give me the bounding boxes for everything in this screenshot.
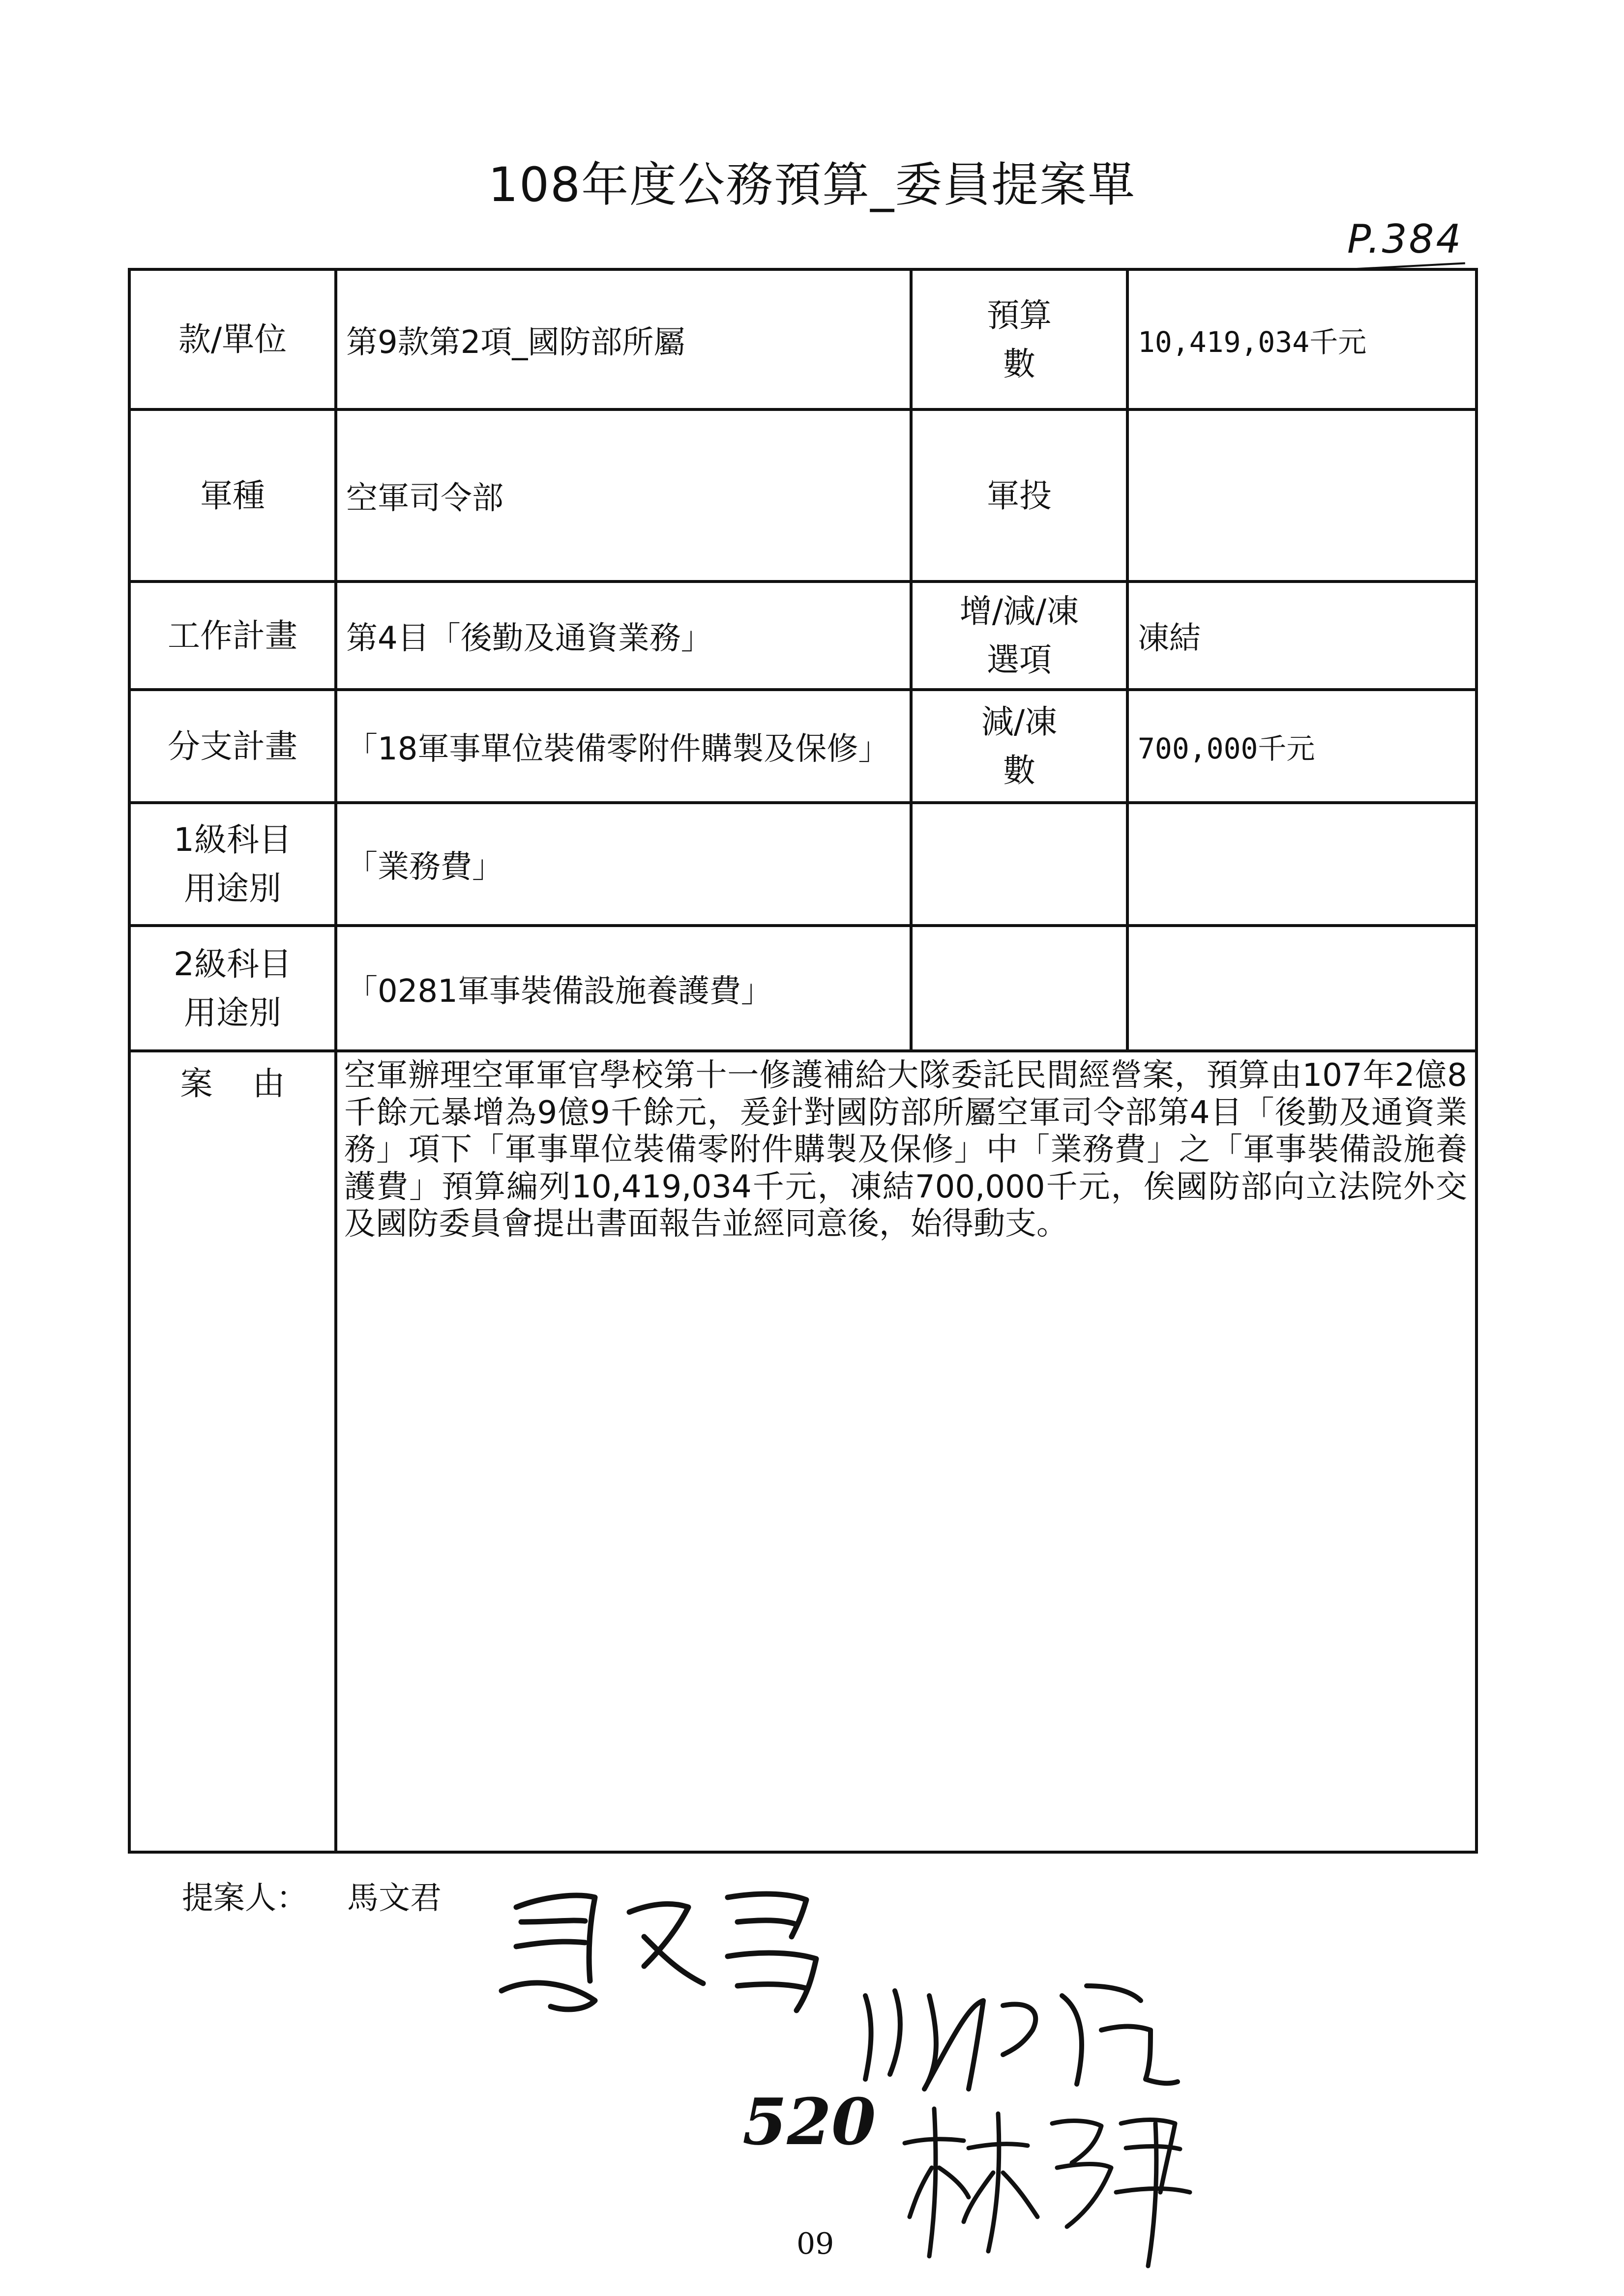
field-label: 分支計畫 (129, 690, 336, 803)
field-right-value (1127, 803, 1476, 926)
field-right-label: 軍投 (911, 409, 1127, 581)
proposal-form-table (128, 268, 1478, 1854)
field-right-label (911, 926, 1127, 1051)
reason-text: 空軍辦理空軍軍官學校第十一修護補給大隊委託民間經營案，預算由107年2億8千餘元暴增為9億9千餘元，爰針對國防部所屬空軍司令部第4目「後勤及通資業務」項下「軍事單位裝備零附件購製及保修」中「業務費」之「軍事裝備設施養護費」預算編列10,419,034千元，凍結700,000千元，俟國防部向立法院外交及國防委員會提出書面報告並經同意後，始得動支。 (336, 1051, 1476, 1852)
signature-1 (472, 1878, 836, 2025)
form-row (129, 269, 1476, 409)
field-value: 「業務費」 (336, 803, 911, 926)
field-right-value (1127, 926, 1476, 1051)
field-label: 工作計畫 (129, 581, 336, 690)
signature-2 (856, 1966, 1180, 2104)
proposer-label: 提案人： (182, 1880, 308, 1917)
proposer-name: 馬文君 (347, 1880, 442, 1917)
field-value: 第4目「後勤及通資業務」 (336, 581, 911, 690)
reason-label-char-1: 案 (180, 1065, 213, 1103)
form-row (129, 409, 1476, 581)
form-row (129, 581, 1476, 690)
field-right-label: 減/凍 數 (911, 690, 1127, 803)
field-label: 1級科目 用途別 (129, 803, 336, 926)
reason-label (129, 1051, 336, 1852)
field-value: 「0281軍事裝備設施養護費」 (336, 926, 911, 1051)
field-right-label: 預算 數 (911, 269, 1127, 409)
field-value: 「18軍事單位裝備零附件購製及保修」 (336, 690, 911, 803)
field-right-value (1127, 409, 1476, 581)
form-row (129, 690, 1476, 803)
page-number: 09 (797, 2227, 834, 2261)
form-row (129, 803, 1476, 926)
reason-label-char-2: 由 (252, 1065, 285, 1103)
field-right-label: 增/減/凍 選項 (911, 581, 1127, 690)
field-right-label (911, 803, 1127, 926)
field-label: 2級科目 用途別 (129, 926, 336, 1051)
signature-3 (895, 2094, 1200, 2271)
form-row (129, 926, 1476, 1051)
field-label: 軍種 (129, 409, 336, 581)
handwritten-number: 520 (742, 2084, 876, 2159)
field-right-value: 10,419,034千元 (1127, 269, 1476, 409)
field-label: 款/單位 (129, 269, 336, 409)
field-value: 第9款第2項_國防部所屬 (336, 269, 911, 409)
page-reference: P.384 (1347, 216, 1463, 262)
field-value: 空軍司令部 (336, 409, 911, 581)
reason-row (129, 1051, 1476, 1852)
document-title: 108年度公務預算_委員提案單 (488, 157, 1136, 212)
field-right-value: 凍結 (1127, 581, 1476, 690)
proposer-line (182, 1873, 442, 1918)
field-right-value: 700,000千元 (1127, 690, 1476, 803)
